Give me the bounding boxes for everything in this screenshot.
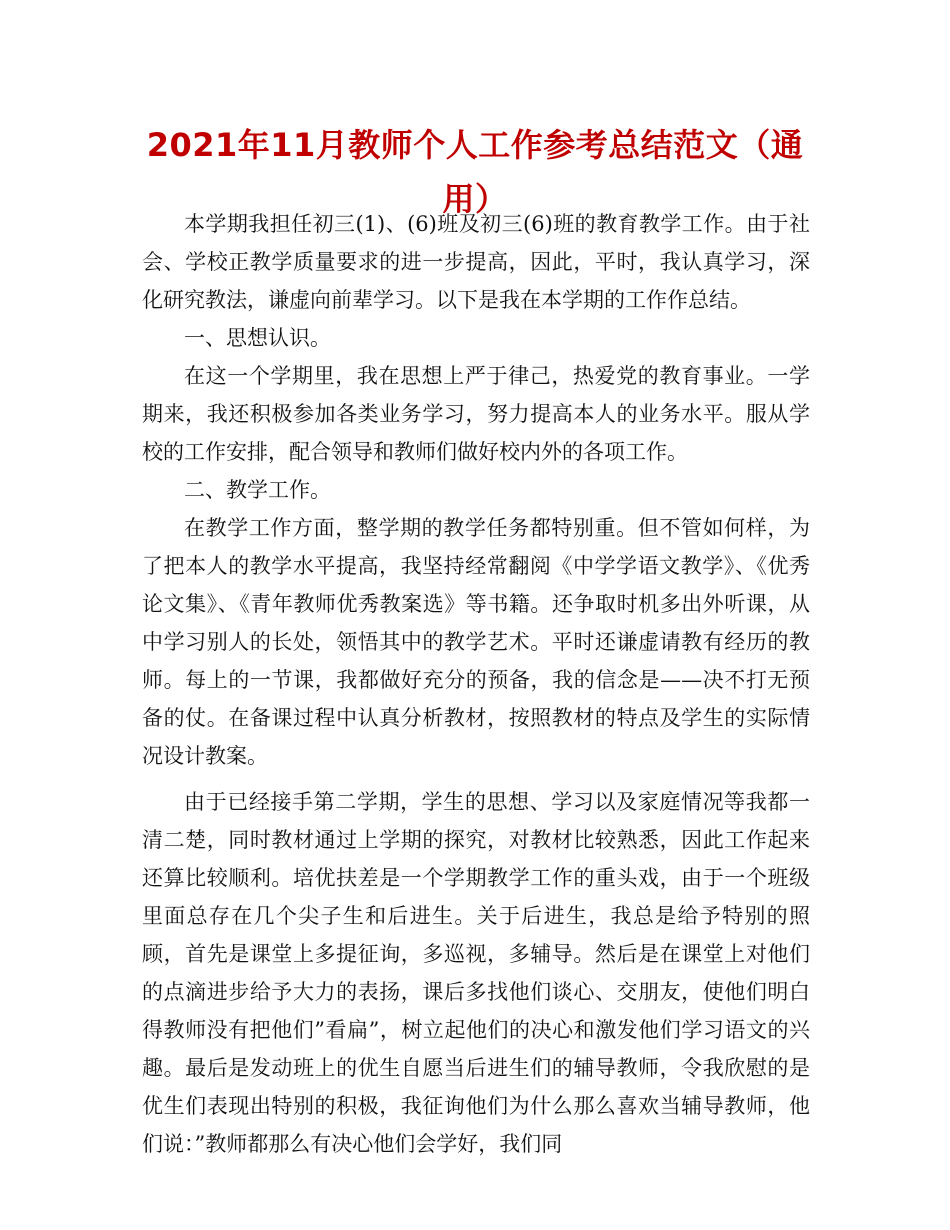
section-heading-teaching: 二、教学工作。 [184, 478, 331, 502]
document-body [142, 205, 810, 1163]
section-heading-thinking: 一、思想认识。 [184, 326, 331, 350]
paragraph-students: 由于已经接手第二学期，学生的思想、学习以及家庭情况等我都一清二楚，同时教材通过上学期的探究，对教材比较熟悉，因此工作起来还算比较顺利。培优扶差是一个学期教学工作的重头戏，由于一个班级里面总存在几个尖子生和后进生。关于后进生，我总是给予特别的照顾，首先是课堂上多提征询，多巡视，多辅导。然后是在课堂上对他们的点滴进步给予大力的表扬，课后多找他们谈心、交朋友，使他们明白得教师没有把他们”看扁”，树立起他们的决心和激发他们学习语文的兴趣。最后是发动班上的优生自愿当后进生们的辅导教师，令我欣慰的是优生们表现出特别的积极，我征询他们为什么那么喜欢当辅导教师，他们说：”教师都那么有决心他们会学好，我们同 [142, 790, 810, 1156]
document-title: 2021年11月教师个人工作参考总结范文（通用） [146, 126, 804, 218]
paragraph-thinking: 在这一个学期里，我在思想上严于律己，热爱党的教育事业。一学期来，我还积极参加各类业务学习，努力提高本人的业务水平。服从学校的工作安排，配合领导和教师们做好校内外的各项工作。 [142, 364, 810, 464]
paragraph-teaching: 在教学工作方面，整学期的教学任务都特别重。但不管如何样，为了把本人的教学水平提高，我坚持经常翻阅《中学学语文教学》、《优秀论文集》、《青年教师优秀教案选》等书籍。还争取时机多出外听课，从中学习别人的长处，领悟其中的教学艺术。平时还谦虚请教有经历的教师。每上的一节课，我都做好充分的预备，我的信念是——决不打无预备的仗。在备课过程中认真分析教材，按照教材的特点及学生的实际情况设计教案。 [142, 516, 810, 768]
paragraph-intro: 本学期我担任初三(1)、(6)班及初三(6)班的教育教学工作。由于社会、学校正教学质量要求的进一步提高，因此，平时，我认真学习，深化研究教法，谦虚向前辈学习。以下是我在本学期的工作作总结。 [142, 212, 810, 312]
